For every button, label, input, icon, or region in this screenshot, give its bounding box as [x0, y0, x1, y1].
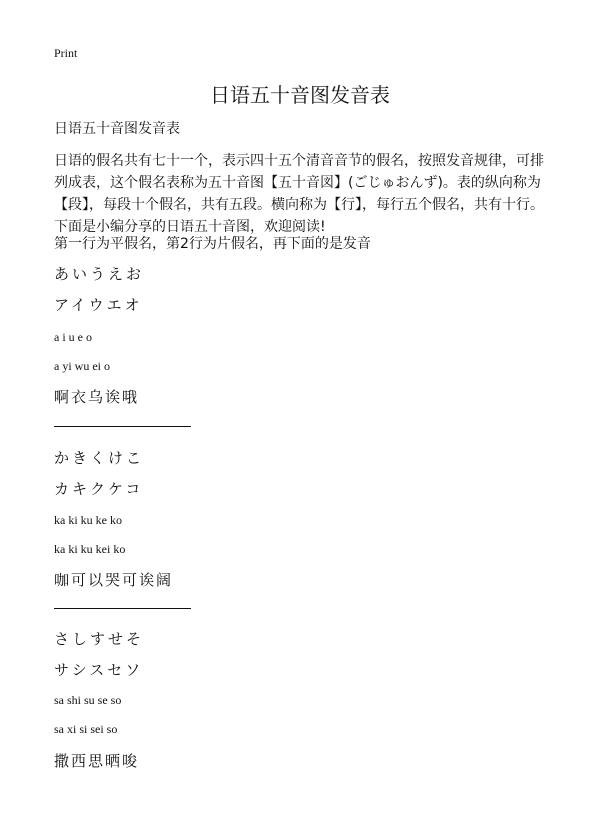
- reading-row: sa xi si sei so: [54, 722, 118, 736]
- hiragana-row: さしすせそ: [54, 630, 145, 648]
- reading-row: ka ki ku kei ko: [54, 542, 126, 556]
- section-divider: [54, 426, 191, 427]
- katakana-row: カキクケコ: [54, 480, 144, 498]
- hanzi-row: 撒西思晒唆: [54, 752, 140, 770]
- hiragana-row: あいうえお: [54, 265, 145, 283]
- romaji-row: sa shi su se so: [54, 693, 122, 707]
- hanzi-row: 咖可以哭可诶阔: [54, 571, 174, 589]
- hiragana-row: かきくけこ: [54, 449, 145, 467]
- hanzi-row: 啊衣乌诶哦: [54, 388, 140, 406]
- katakana-row: アイウエオ: [54, 296, 143, 314]
- print-link[interactable]: Print: [54, 46, 78, 60]
- romaji-row: ka ki ku ke ko: [54, 513, 122, 527]
- intro-paragraph: 日语的假名共有七十一个，表示四十五个清音音节的假名，按照发音规律，可排列成表，这个假名表称为五十音图【五十音図】(ごじゅおんず)。表的纵向称为【段】，每段十个假名，共有五段。横向称为【行】，每行五个假名，共有十行。下面是小编分享的日语五十音图，欢迎阅读!: [54, 153, 544, 235]
- reading-note: 第一行为平假名，第2行为片假名，再下面的是发音: [54, 236, 371, 252]
- page-title: 日语五十音图发音表: [210, 83, 390, 107]
- reading-row: a yi wu ei o: [54, 359, 110, 373]
- article-subtitle: 日语五十音图发音表: [54, 121, 180, 137]
- katakana-row: サシスセソ: [54, 661, 144, 679]
- romaji-row: a i u e o: [54, 330, 92, 344]
- section-divider: [54, 608, 191, 609]
